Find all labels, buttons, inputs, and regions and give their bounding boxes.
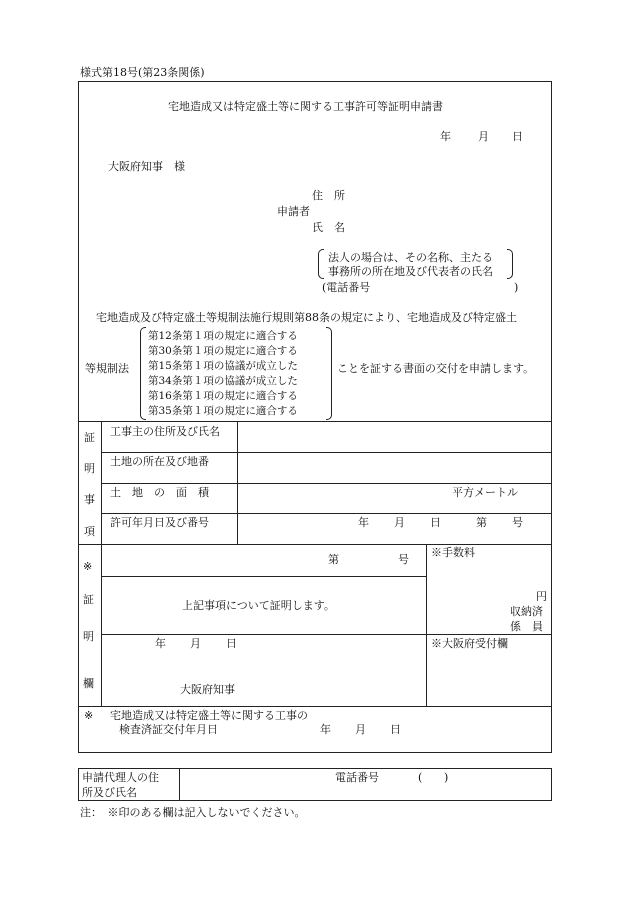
land-location-label: 土地の所在及び地番 [110, 455, 209, 468]
divider [101, 576, 426, 577]
options-bracket-left [140, 327, 146, 420]
cert-matters-side-3: 事 [84, 493, 95, 506]
cert-matters-side-2: 明 [84, 462, 95, 475]
permit-year: 年 [358, 516, 369, 529]
corp-note-bracket-left [318, 249, 324, 279]
divider [426, 544, 427, 706]
divider [78, 544, 552, 545]
inspection-month: 月 [355, 723, 366, 736]
receipt-label: ※大阪府受付欄 [431, 637, 508, 650]
options-bracket-right [326, 327, 332, 420]
cert-day: 日 [226, 637, 237, 650]
date-month: 月 [478, 130, 489, 143]
option-2: 第30条第１項の規定に適合する [148, 345, 298, 357]
form-title: 宅地造成又は特定盛土等に関する工事許可等証明申請書 [168, 100, 443, 113]
cert-year: 年 [155, 637, 166, 650]
body-suffix: ことを証する書面の交付を申請します。 [337, 362, 535, 375]
owner-address-label: 工事主の住所及び氏名 [110, 425, 220, 438]
agent-label-line2: 所及び氏名 [82, 786, 137, 799]
phone-close: ) [514, 281, 519, 294]
divider [101, 634, 552, 635]
address-label: 住 所 [312, 189, 345, 202]
footnote: 注： ※印のある欄は記入しないでください。 [80, 806, 306, 819]
inspection-day: 日 [390, 723, 401, 736]
corp-note-line1: 法人の場合は、その名称、主たる [328, 251, 493, 264]
inspection-line1: 宅地造成又は特定盛土等に関する工事の [110, 709, 308, 722]
name-label: 氏 名 [312, 221, 345, 234]
option-1: 第12条第１項の規定に適合する [148, 330, 298, 342]
inspection-mark: ※ [84, 709, 94, 722]
cert-column-side-3: 明 [83, 630, 94, 643]
permit-date-label: 許可年月日及び番号 [110, 516, 209, 529]
body-line1: 宅地造成及び特定盛土等規制法施行規則第88条の規定により、宅地造成及び特定盛土 [96, 311, 517, 324]
corp-note-line2: 事務所の所在地及び代表者の氏名 [328, 265, 493, 278]
divider [179, 768, 180, 801]
cert-number-di: 第 [328, 553, 339, 566]
cert-month: 月 [190, 637, 201, 650]
divider [78, 421, 552, 422]
fee-yen: 円 [536, 590, 547, 603]
permit-number-di: 第 [476, 516, 487, 529]
option-5: 第16条第１項の規定に適合する [148, 390, 298, 402]
fee-paid: 収納済 [510, 605, 543, 618]
date-day: 日 [512, 130, 523, 143]
divider [78, 706, 552, 707]
divider [101, 452, 552, 453]
permit-number-go: 号 [512, 516, 523, 529]
application-form [78, 81, 552, 753]
applicant-label: 申請者 [277, 205, 310, 218]
date-year: 年 [440, 130, 451, 143]
cert-column-side-1: ※ [83, 560, 93, 573]
cert-governor: 大阪府知事 [180, 683, 235, 696]
certify-text: 上記事項について証明します。 [182, 599, 335, 612]
cert-column-side-2: 証 [83, 593, 94, 606]
divider [101, 544, 102, 706]
phone-label: (電話番号 [322, 281, 371, 294]
body-prefix: 等規制法 [85, 362, 129, 375]
divider [101, 513, 552, 514]
permit-day: 日 [430, 516, 441, 529]
agent-label-line1: 申請代理人の住 [82, 771, 159, 784]
form-number: 様式第18号(第23条関係) [80, 66, 205, 79]
agent-phone-close: ) [444, 771, 449, 784]
inspection-line2: 検査済証交付年月日 [119, 723, 218, 736]
fee-staff: 係 員 [510, 620, 543, 633]
land-area-label: 土 地 の 面 積 [110, 486, 209, 499]
agent-phone-open: ( [418, 771, 423, 784]
agent-phone-label: 電話番号 [335, 771, 379, 784]
cert-column-side-4: 欄 [83, 677, 94, 690]
option-3: 第15条第１項の協議が成立した [148, 360, 298, 372]
permit-month: 月 [394, 516, 405, 529]
cert-number-go: 号 [398, 553, 409, 566]
fee-label: ※手数料 [431, 546, 475, 559]
option-4: 第34条第１項の協議が成立した [148, 375, 298, 387]
addressee: 大阪府知事 様 [108, 160, 185, 173]
divider [101, 483, 552, 484]
inspection-year: 年 [320, 723, 331, 736]
cert-matters-side-1: 証 [84, 431, 95, 444]
cert-matters-side-4: 項 [84, 525, 95, 538]
land-area-unit: 平方メートル [452, 486, 518, 499]
option-6: 第35条第１項の規定に適合する [148, 405, 298, 417]
corp-note-bracket-right [507, 249, 513, 279]
